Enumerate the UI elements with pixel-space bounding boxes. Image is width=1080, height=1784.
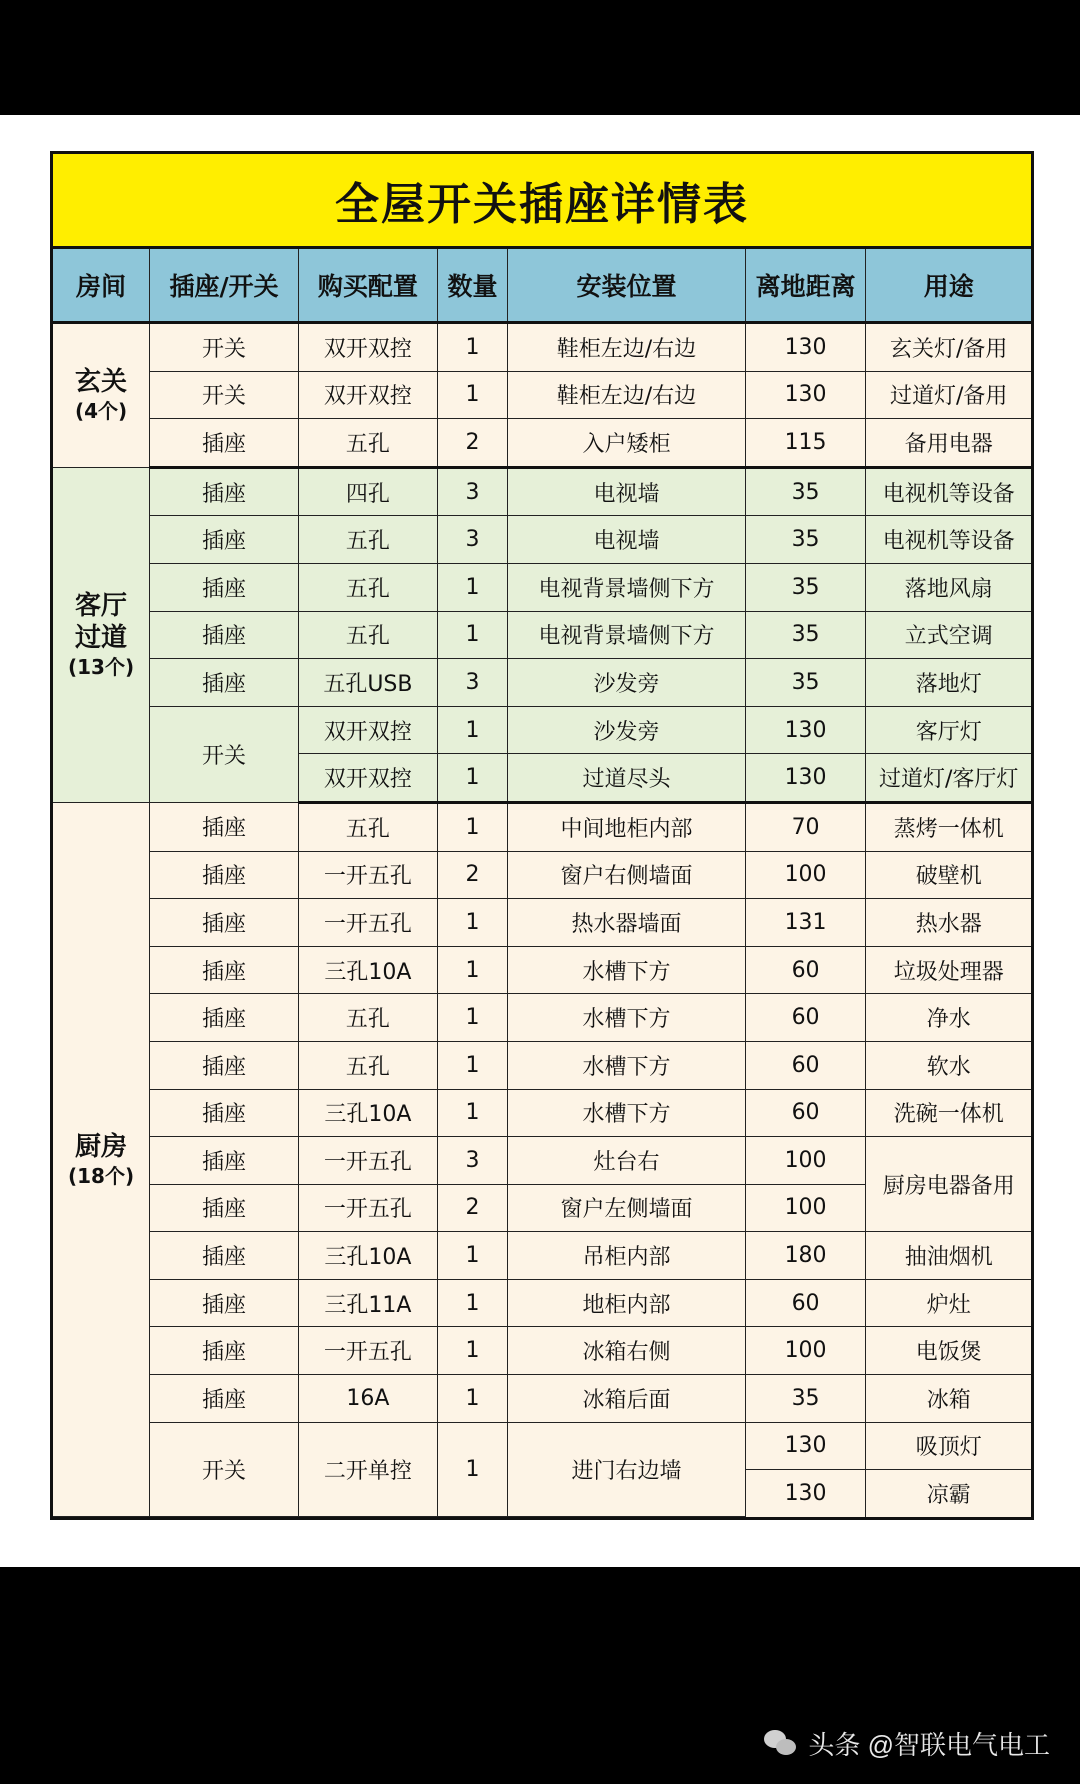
table-row bbox=[53, 1089, 1031, 1137]
table-cell: 三孔10A bbox=[298, 1089, 437, 1137]
table-row bbox=[53, 802, 1031, 851]
table-cell: 过道尽头 bbox=[508, 754, 745, 803]
group-entrance bbox=[53, 323, 1031, 468]
table-cell: 水槽下方 bbox=[508, 1089, 745, 1137]
table-cell: 60 bbox=[745, 1279, 866, 1327]
table-cell: 五孔 bbox=[298, 611, 437, 659]
table-cell: 插座 bbox=[150, 899, 299, 947]
table-cell: 插座 bbox=[150, 516, 299, 564]
table-cell: 插座 bbox=[150, 1184, 299, 1232]
table-cell: 五孔 bbox=[298, 994, 437, 1042]
table-cell: 抽油烟机 bbox=[866, 1232, 1031, 1280]
table-cell: 过道灯/客厅灯 bbox=[866, 754, 1031, 803]
table-cell: 洗碗一体机 bbox=[866, 1089, 1031, 1137]
table-cell: 1 bbox=[437, 946, 507, 994]
table-cell: 三孔10A bbox=[298, 946, 437, 994]
table-cell: 冰箱右侧 bbox=[508, 1327, 745, 1375]
table-row bbox=[53, 1232, 1031, 1280]
table-cell: 2 bbox=[437, 1184, 507, 1232]
table-cell: 热水器 bbox=[866, 899, 1031, 947]
table-cell: 炉灶 bbox=[866, 1279, 1031, 1327]
table-row bbox=[53, 323, 1031, 372]
table-row bbox=[53, 1375, 1031, 1423]
table-cell: 五孔 bbox=[298, 419, 437, 468]
table-row bbox=[53, 1041, 1031, 1089]
table-cell: 一开五孔 bbox=[298, 1184, 437, 1232]
table-cell: 1 bbox=[437, 1279, 507, 1327]
table-cell: 开关 bbox=[150, 323, 299, 372]
table-cell: 插座 bbox=[150, 802, 299, 851]
table-cell: 开关 bbox=[150, 1422, 299, 1517]
header-height: 离地距离 bbox=[745, 249, 866, 323]
header-row bbox=[53, 249, 1031, 323]
table-cell: 水槽下方 bbox=[508, 1041, 745, 1089]
table-cell: 插座 bbox=[150, 467, 299, 516]
table-cell: 130 bbox=[745, 371, 866, 419]
table-cell: 1 bbox=[437, 1089, 507, 1137]
watermark-text: 头条 @智联电气电工 bbox=[808, 1730, 1050, 1760]
table-row bbox=[53, 1137, 1031, 1185]
table-cell: 1 bbox=[437, 706, 507, 754]
table-cell: 35 bbox=[745, 659, 866, 707]
table-row bbox=[53, 1327, 1031, 1375]
table-cell: 2 bbox=[437, 851, 507, 899]
header-config: 购买配置 bbox=[298, 249, 437, 323]
table-cell: 插座 bbox=[150, 994, 299, 1042]
table-cell: 沙发旁 bbox=[508, 706, 745, 754]
table-cell: 180 bbox=[745, 1232, 866, 1280]
table-row bbox=[53, 467, 1031, 516]
table-cell: 插座 bbox=[150, 563, 299, 611]
table-cell: 窗户右侧墙面 bbox=[508, 851, 745, 899]
table-cell: 垃圾处理器 bbox=[866, 946, 1031, 994]
table-cell: 落地风扇 bbox=[866, 563, 1031, 611]
table-cell: 插座 bbox=[150, 851, 299, 899]
table-cell: 电视墙 bbox=[508, 467, 745, 516]
table-cell: 插座 bbox=[150, 1089, 299, 1137]
table-row bbox=[53, 659, 1031, 707]
table-cell: 电视机等设备 bbox=[866, 467, 1031, 516]
table-cell: 1 bbox=[437, 371, 507, 419]
table-cell: 电视机等设备 bbox=[866, 516, 1031, 564]
table-cell: 电视墙 bbox=[508, 516, 745, 564]
table-cell: 插座 bbox=[150, 1137, 299, 1185]
table-row bbox=[53, 1422, 1031, 1470]
table-cell: 冰箱后面 bbox=[508, 1375, 745, 1423]
table-cell: 沙发旁 bbox=[508, 659, 745, 707]
table-cell: 厨房电器备用 bbox=[866, 1137, 1031, 1232]
table-cell: 60 bbox=[745, 1041, 866, 1089]
table-cell: 立式空调 bbox=[866, 611, 1031, 659]
table-cell: 灶台右 bbox=[508, 1137, 745, 1185]
table-cell: 100 bbox=[745, 851, 866, 899]
table-cell: 吸顶灯 bbox=[866, 1422, 1031, 1470]
table-cell: 1 bbox=[437, 1327, 507, 1375]
table-cell: 破壁机 bbox=[866, 851, 1031, 899]
table-cell: 软水 bbox=[866, 1041, 1031, 1089]
table-cell: 1 bbox=[437, 1422, 507, 1517]
table-cell: 70 bbox=[745, 802, 866, 851]
table-row bbox=[53, 851, 1031, 899]
table-cell: 玄关灯/备用 bbox=[866, 323, 1031, 372]
group-living-room bbox=[53, 467, 1031, 802]
table-cell: 五孔 bbox=[298, 802, 437, 851]
table-cell: 一开五孔 bbox=[298, 1137, 437, 1185]
room-cell-entrance: 玄关 (4个) bbox=[53, 323, 150, 468]
table-cell: 131 bbox=[745, 899, 866, 947]
table-cell: 35 bbox=[745, 1375, 866, 1423]
table-cell: 130 bbox=[745, 754, 866, 803]
table-cell: 凉霸 bbox=[866, 1470, 1031, 1517]
document-page bbox=[0, 115, 1080, 1567]
table-cell: 一开五孔 bbox=[298, 851, 437, 899]
table-cell: 热水器墙面 bbox=[508, 899, 745, 947]
header-location: 安装位置 bbox=[508, 249, 745, 323]
table-cell: 进门右边墙 bbox=[508, 1422, 745, 1517]
table-cell: 二开单控 bbox=[298, 1422, 437, 1517]
table-cell: 100 bbox=[745, 1137, 866, 1185]
header-type: 插座/开关 bbox=[150, 249, 299, 323]
table-cell: 插座 bbox=[150, 946, 299, 994]
table-row bbox=[53, 706, 1031, 754]
table-cell: 35 bbox=[745, 611, 866, 659]
table-cell: 开关 bbox=[150, 706, 299, 802]
table-cell: 3 bbox=[437, 516, 507, 564]
table-row bbox=[53, 611, 1031, 659]
header-room: 房间 bbox=[53, 249, 150, 323]
table-cell: 电视背景墙侧下方 bbox=[508, 563, 745, 611]
table-cell: 电视背景墙侧下方 bbox=[508, 611, 745, 659]
table-row bbox=[53, 563, 1031, 611]
header-quantity: 数量 bbox=[437, 249, 507, 323]
table-cell: 电饭煲 bbox=[866, 1327, 1031, 1375]
table-cell: 双开双控 bbox=[298, 706, 437, 754]
table-cell: 冰箱 bbox=[866, 1375, 1031, 1423]
table-cell: 五孔 bbox=[298, 563, 437, 611]
table-cell: 插座 bbox=[150, 1279, 299, 1327]
table-cell: 60 bbox=[745, 1089, 866, 1137]
table-row bbox=[53, 899, 1031, 947]
table-cell: 3 bbox=[437, 1137, 507, 1185]
table-cell: 地柜内部 bbox=[508, 1279, 745, 1327]
table-cell: 3 bbox=[437, 659, 507, 707]
table-cell: 100 bbox=[745, 1184, 866, 1232]
table-row bbox=[53, 419, 1031, 468]
table-cell: 16A bbox=[298, 1375, 437, 1423]
table-cell: 插座 bbox=[150, 419, 299, 468]
room-cell-kitchen: 厨房 (18个) bbox=[53, 802, 150, 1516]
table-row bbox=[53, 371, 1031, 419]
table-cell: 1 bbox=[437, 1375, 507, 1423]
table-cell: 鞋柜左边/右边 bbox=[508, 323, 745, 372]
table-cell: 插座 bbox=[150, 659, 299, 707]
table-cell: 100 bbox=[745, 1327, 866, 1375]
table-cell: 吊柜内部 bbox=[508, 1232, 745, 1280]
table-cell: 水槽下方 bbox=[508, 994, 745, 1042]
table-cell: 插座 bbox=[150, 1375, 299, 1423]
watermark bbox=[764, 1725, 1050, 1762]
table-cell: 五孔 bbox=[298, 1041, 437, 1089]
table-row bbox=[53, 516, 1031, 564]
detail-table bbox=[53, 249, 1031, 1517]
table-cell: 60 bbox=[745, 994, 866, 1042]
table-cell: 2 bbox=[437, 419, 507, 468]
table-cell: 三孔11A bbox=[298, 1279, 437, 1327]
table-cell: 3 bbox=[437, 467, 507, 516]
table-cell: 130 bbox=[745, 323, 866, 372]
table-cell: 过道灯/备用 bbox=[866, 371, 1031, 419]
table-cell: 窗户左侧墙面 bbox=[508, 1184, 745, 1232]
table-cell: 插座 bbox=[150, 1232, 299, 1280]
table-cell: 115 bbox=[745, 419, 866, 468]
table-cell: 双开双控 bbox=[298, 371, 437, 419]
table-cell: 五孔USB bbox=[298, 659, 437, 707]
switch-socket-table-sheet bbox=[50, 151, 1034, 1520]
table-cell: 35 bbox=[745, 516, 866, 564]
table-cell: 备用电器 bbox=[866, 419, 1031, 468]
table-title: 全屋开关插座详情表 bbox=[53, 154, 1031, 249]
table-cell: 落地灯 bbox=[866, 659, 1031, 707]
table-cell: 35 bbox=[745, 563, 866, 611]
table-cell: 蒸烤一体机 bbox=[866, 802, 1031, 851]
table-cell: 1 bbox=[437, 899, 507, 947]
table-cell: 1 bbox=[437, 323, 507, 372]
table-row bbox=[53, 946, 1031, 994]
table-cell: 中间地柜内部 bbox=[508, 802, 745, 851]
table-cell: 1 bbox=[437, 1041, 507, 1089]
table-cell: 入户矮柜 bbox=[508, 419, 745, 468]
table-cell: 35 bbox=[745, 467, 866, 516]
table-cell: 双开双控 bbox=[298, 754, 437, 803]
table-cell: 三孔10A bbox=[298, 1232, 437, 1280]
table-cell: 插座 bbox=[150, 611, 299, 659]
table-cell: 1 bbox=[437, 1232, 507, 1280]
table-row bbox=[53, 1279, 1031, 1327]
table-cell: 五孔 bbox=[298, 516, 437, 564]
table-row bbox=[53, 994, 1031, 1042]
table-cell: 插座 bbox=[150, 1041, 299, 1089]
group-kitchen bbox=[53, 802, 1031, 1516]
table-cell: 130 bbox=[745, 1470, 866, 1517]
table-cell: 开关 bbox=[150, 371, 299, 419]
table-cell: 1 bbox=[437, 994, 507, 1042]
table-cell: 60 bbox=[745, 946, 866, 994]
table-cell: 插座 bbox=[150, 1327, 299, 1375]
table-cell: 双开双控 bbox=[298, 323, 437, 372]
table-cell: 1 bbox=[437, 802, 507, 851]
table-cell: 客厅灯 bbox=[866, 706, 1031, 754]
wechat-icon bbox=[764, 1730, 798, 1758]
table-cell: 净水 bbox=[866, 994, 1031, 1042]
table-cell: 1 bbox=[437, 611, 507, 659]
table-cell: 四孔 bbox=[298, 467, 437, 516]
table-cell: 130 bbox=[745, 706, 866, 754]
table-cell: 130 bbox=[745, 1422, 866, 1470]
table-cell: 鞋柜左边/右边 bbox=[508, 371, 745, 419]
table-cell: 一开五孔 bbox=[298, 899, 437, 947]
table-cell: 1 bbox=[437, 563, 507, 611]
table-cell: 水槽下方 bbox=[508, 946, 745, 994]
header-purpose: 用途 bbox=[866, 249, 1031, 323]
table-cell: 1 bbox=[437, 754, 507, 803]
table-cell: 一开五孔 bbox=[298, 1327, 437, 1375]
room-cell-living: 客厅 过道 (13个) bbox=[53, 467, 150, 802]
